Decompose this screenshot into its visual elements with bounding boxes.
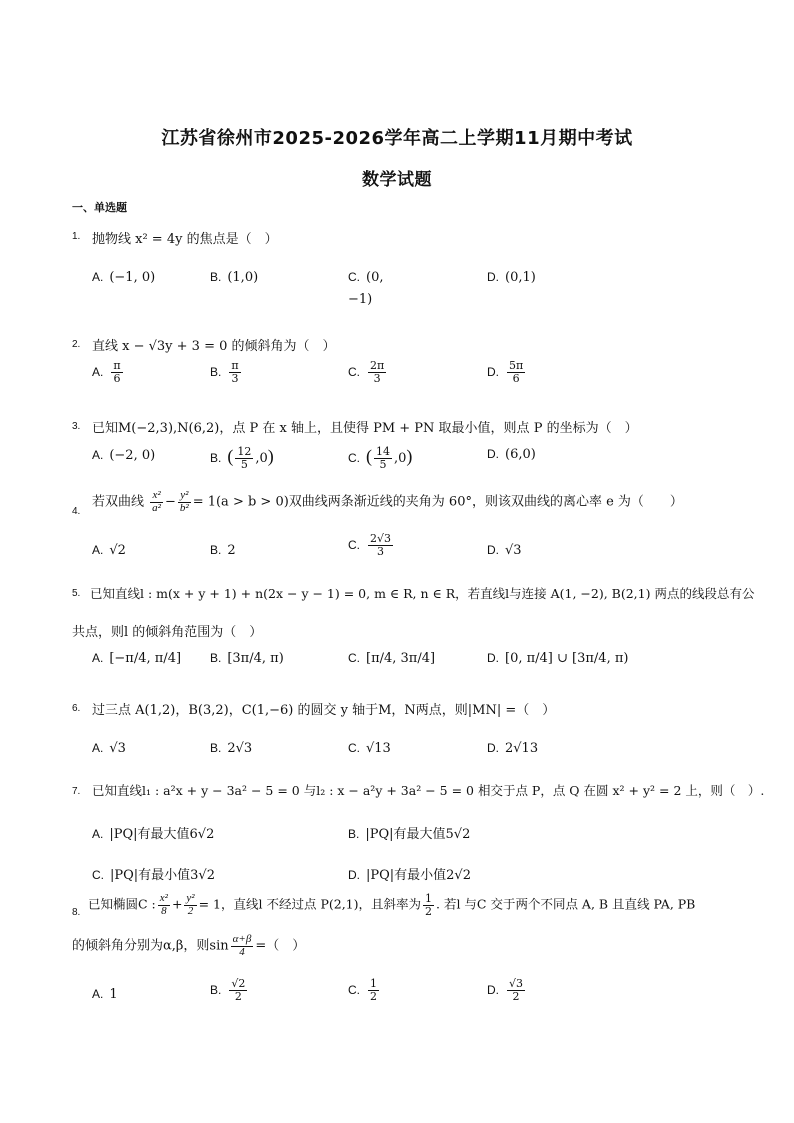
option-d: D. (6,0) — [487, 447, 536, 462]
question-text: 已知椭圆C : $\frac{\text{x²}}{8}$ + $\frac{\text{y²}}{2}$ = 1，直线l 不经过点 P(2,1)，且斜率为 $\frac{1}{2}$ . 若l 与C 交于两个不同点 A, B 且直线 PA, PB — [88, 892, 696, 918]
option-c: C. ( $\frac{14}{5}$ ,0) — [348, 445, 413, 471]
option-c: C. √13 — [348, 741, 391, 756]
section-heading: 一、单选题 — [72, 201, 127, 214]
option-b: B. ( $\frac{12}{5}$ ,0) — [210, 445, 274, 471]
question-text: 若双曲线 $\frac{\text{x²}}{\text{a²}}$ − $\frac{\text{y²}}{\text{b²}}$ = 1(a > b > 0)双曲线两条渐近线的夹角为 60°，则该双曲线的离心率 e 为（ ） — [92, 489, 683, 514]
option-a: A. √3 — [92, 741, 126, 756]
option-c: C. $\frac{2\pi}{3}$ — [348, 359, 385, 385]
option-b: B. |PQ|有最大值5√2 — [348, 827, 471, 842]
option-b: B. [3π/4, π) — [210, 651, 284, 666]
option-d: D. $\frac{5\pi}{6}$ — [487, 359, 524, 385]
option-d: D. $\frac{√3}{2}$ — [487, 977, 524, 1003]
question-text: 已知直线l₁ : a²x + y − 3a² − 5 = 0 与l₂ : x − a²y + 3a² − 5 = 0 相交于点 P，点 Q 在圆 x² + y² = 2 上，则（ ）. — [92, 783, 765, 798]
option-c: C. $\frac{1}{2}$ — [348, 977, 377, 1003]
option-b: B. $\frac{√2}{2}$ — [210, 977, 246, 1003]
question-number: 3. — [72, 421, 81, 432]
option-d: D. |PQ|有最小值2√2 — [348, 868, 471, 883]
question-text: 抛物线 x² = 4y 的焦点是（ ） — [92, 232, 278, 247]
option-b: B. 2√3 — [210, 741, 253, 756]
option-a: A. 1 — [92, 987, 118, 1002]
option-c: C. [π/4, 3π/4] — [348, 651, 436, 666]
question-number: 7. — [72, 786, 81, 797]
option-d: D. √3 — [487, 543, 522, 558]
question-text: 已知直线l : m(x + y + 1) + n(2x − y − 1) = 0, m ∈ R, n ∈ R，若直线l与连接 A(1, −2), B(2,1) 两点的线段总有公 — [90, 586, 755, 601]
option-c: C. $\frac{2√3}{3}$ — [348, 532, 392, 558]
option-d: D. (0,1) — [487, 270, 536, 285]
option-c: C. (0, — [348, 270, 384, 285]
question-text: 过三点 A(1,2)，B(3,2)，C(1,−6) 的圆交 y 轴于M，N两点，则|MN| =（ ） — [92, 703, 556, 718]
option-c-continued: −1) — [348, 292, 373, 307]
option-a: A. $\frac{\pi}{6}$ — [92, 359, 121, 385]
question-text-continued: 共点，则l 的倾斜角范围为（ ） — [72, 625, 263, 640]
option-a: A. [−π/4, π/4] — [92, 651, 182, 666]
question-number: 1. — [72, 231, 81, 242]
option-a: A. |PQ|有最大值6√2 — [92, 827, 215, 842]
option-b: B. $\frac{\pi}{3}$ — [210, 359, 239, 385]
question-number: 6. — [72, 703, 81, 714]
exam-subtitle: 数学试题 — [362, 170, 432, 190]
option-d: D. 2√13 — [487, 741, 539, 756]
option-a: A. √2 — [92, 543, 126, 558]
option-a: A. (−2, 0) — [92, 448, 156, 463]
exam-title: 江苏省徐州市2025-2026学年高二上学期11月期中考试 — [161, 128, 633, 149]
question-number: 8. — [72, 907, 81, 918]
option-a: A. (−1, 0) — [92, 270, 156, 285]
question-number: 2. — [72, 339, 81, 350]
question-number: 4. — [72, 506, 81, 517]
question-text: 已知M(−2,3),N(6,2)，点 P 在 x 轴上，且使得 PM + PN 取最小值，则点 P 的坐标为（ ） — [92, 421, 638, 436]
option-b: B. (1,0) — [210, 270, 259, 285]
option-c: C. |PQ|有最小值3√2 — [92, 868, 215, 883]
question-text-continued: 的倾斜角分别为α,β，则sin $\frac{\alpha+\beta}{4}$ =（ ） — [72, 933, 306, 958]
option-d: D. [0, π/4] ∪ [3π/4, π) — [487, 651, 629, 666]
question-text: 直线 x − √3y + 3 = 0 的倾斜角为（ ） — [92, 339, 336, 354]
question-number: 5. — [72, 588, 81, 599]
option-b: B. 2 — [210, 543, 236, 558]
